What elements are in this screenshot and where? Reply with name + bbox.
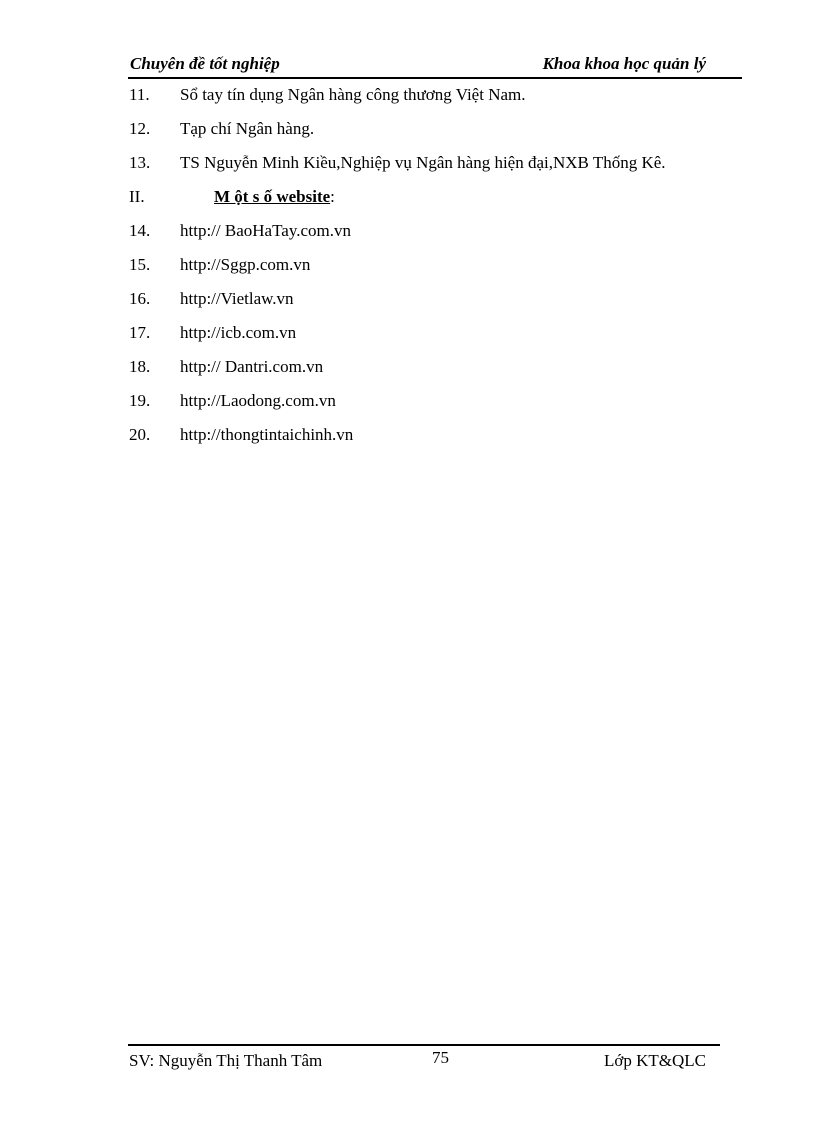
section-title-text: M ột s ố website xyxy=(214,187,331,206)
website-link: http:// Dantri.com.vn xyxy=(180,357,324,376)
section-heading xyxy=(129,186,729,220)
website-link: http://Laodong.com.vn xyxy=(180,391,336,410)
list-item xyxy=(129,288,729,322)
list-item xyxy=(129,322,729,356)
list-item-number: 16. xyxy=(129,289,151,308)
website-link: http://thongtintaichinh.vn xyxy=(180,425,354,444)
website-link: http://Sggp.com.vn xyxy=(180,255,311,274)
list-item xyxy=(129,84,729,118)
website-link: http://icb.com.vn xyxy=(180,323,297,342)
footer-class-name: Lớp KT&QLC xyxy=(603,1051,706,1070)
list-item xyxy=(129,254,729,288)
list-item-number: 17. xyxy=(129,323,151,342)
website-link: http://Vietlaw.vn xyxy=(180,289,294,308)
list-item-number: 15. xyxy=(129,255,151,274)
list-item-number: 12. xyxy=(129,119,151,138)
website-link: http:// BaoHaTay.com.vn xyxy=(180,221,351,240)
section-number: II. xyxy=(129,187,145,206)
list-item-number: 18. xyxy=(129,357,151,376)
list-item xyxy=(129,152,729,186)
list-item-number: 11. xyxy=(129,85,150,104)
section-title xyxy=(214,186,335,208)
list-item-text: Sổ tay tín dụng Ngân hàng công thương Việt Nam. xyxy=(180,85,526,104)
list-item xyxy=(129,118,729,152)
footer-divider xyxy=(128,1044,720,1046)
footer-student-name: SV: Nguyễn Thị Thanh Tâm xyxy=(129,1051,323,1070)
list-item xyxy=(129,356,729,390)
page-number: 75 xyxy=(432,1048,449,1067)
list-item xyxy=(129,220,729,254)
section-title-suffix: : xyxy=(330,187,335,206)
list-item-number: 13. xyxy=(129,153,151,172)
list-item-number: 19. xyxy=(129,391,151,410)
reference-list xyxy=(129,84,729,458)
list-item-number: 20. xyxy=(129,425,151,444)
header-title-left: Chuyên đề tốt nghiệp xyxy=(130,54,280,73)
list-item xyxy=(129,424,729,458)
page-header xyxy=(128,53,742,79)
list-item-text: TS Nguyễn Minh Kiều,Nghiệp vụ Ngân hàng hiện đại,NXB Thống Kê. xyxy=(180,153,666,172)
list-item xyxy=(129,390,729,424)
list-item-text: Tạp chí Ngân hàng. xyxy=(180,119,315,138)
list-item-number: 14. xyxy=(129,221,151,240)
header-title-right: Khoa khoa học quản lý xyxy=(542,54,706,73)
